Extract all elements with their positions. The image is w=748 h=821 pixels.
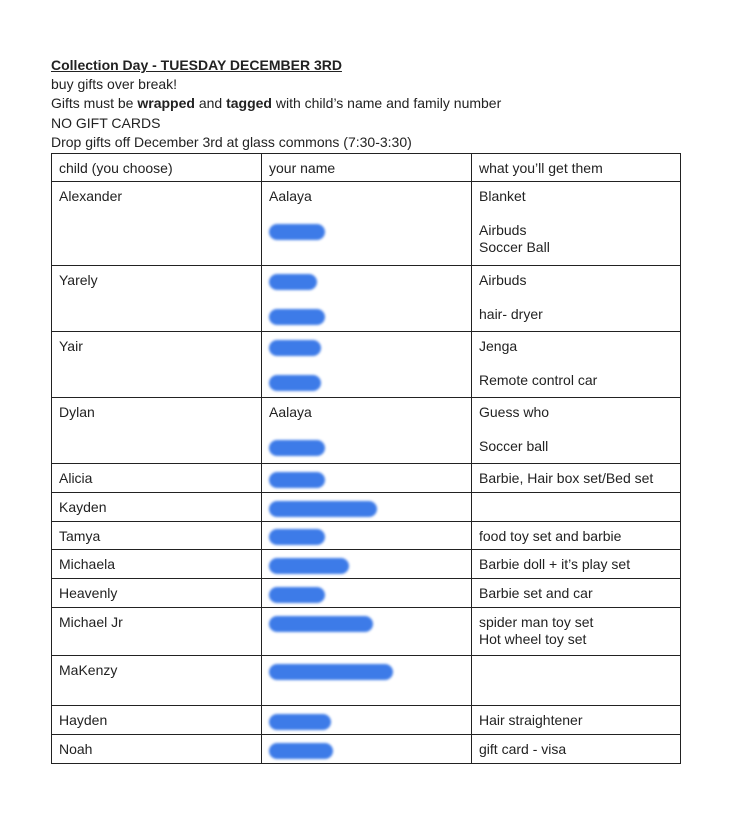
your-name-cell <box>262 734 472 763</box>
gift-item: Airbuds <box>479 272 527 289</box>
redacted-name-mark <box>269 440 325 456</box>
child-name-cell: Tamya <box>52 521 262 550</box>
table-header-row <box>52 154 681 182</box>
redacted-name-mark <box>269 587 325 603</box>
gift-spacer <box>479 289 673 306</box>
gift-item: Remote control car <box>479 372 598 389</box>
gift-item: Guess who <box>479 404 550 421</box>
table-row <box>52 734 681 763</box>
redacted-name-mark <box>269 224 325 240</box>
gift-item: spider man toy set <box>479 614 594 630</box>
document-title: Collection Day - TUESDAY DECEMBER 3RD <box>51 57 342 73</box>
instruction-line-4: Drop gifts off December 3rd at glass commons (7:30-3:30) <box>51 133 412 150</box>
redacted-name-mark <box>269 340 321 356</box>
gift-cell <box>472 734 681 763</box>
gift-item: Soccer ball <box>479 438 549 455</box>
child-name-cell: MaKenzy <box>52 656 262 706</box>
child-name-cell: Michaela <box>52 550 262 579</box>
child-name-cell: Alexander <box>52 182 262 266</box>
gift-item: Barbie, Hair box set/Bed set <box>479 470 654 487</box>
gift-cell <box>472 550 681 579</box>
child-name-cell: Hayden <box>52 706 262 735</box>
your-name-cell <box>262 464 472 493</box>
child-name-cell: Kayden <box>52 492 262 521</box>
your-name-cell <box>262 608 472 656</box>
redacted-name-mark <box>269 274 317 290</box>
gift-cell <box>472 492 681 521</box>
table-row <box>52 266 681 332</box>
instruction-line-1: buy gifts over break! <box>51 76 178 93</box>
your-name-cell <box>262 332 472 398</box>
redacted-name-mark <box>269 529 325 545</box>
redacted-name-mark <box>269 375 321 391</box>
gift-item: Barbie doll + it’s play set <box>479 556 631 573</box>
table-row <box>52 464 681 493</box>
gift-item: Barbie set and car <box>479 585 593 602</box>
column-header-child: child (you choose) <box>52 154 262 182</box>
gift-cell <box>472 182 681 266</box>
gift-item: Airbuds <box>479 222 527 239</box>
table-row <box>52 579 681 608</box>
child-name-cell: Michael Jr <box>52 608 262 656</box>
gift-cell <box>472 579 681 608</box>
table-row <box>52 182 681 266</box>
your-name-cell <box>262 550 472 579</box>
gift-item: food toy set and barbie <box>479 527 622 544</box>
gift-item: Blanket <box>479 188 526 205</box>
your-name-cell <box>262 706 472 735</box>
table-row <box>52 608 681 656</box>
your-name-cell <box>262 521 472 550</box>
gift-item: Soccer Ball <box>479 239 550 256</box>
your-name-cell <box>262 492 472 521</box>
table-row <box>52 398 681 464</box>
redacted-name-mark <box>269 501 377 517</box>
gift-cell <box>472 464 681 493</box>
redacted-name-mark <box>269 309 325 325</box>
redacted-name-mark <box>269 664 393 680</box>
gift-item: Hair straightener <box>479 712 583 728</box>
gift-item: Jenga <box>479 338 518 355</box>
child-name-cell: Yarely <box>52 266 262 332</box>
gift-spacer <box>479 205 673 222</box>
table-row <box>52 492 681 521</box>
column-header-gift: what you’ll get them <box>472 154 681 182</box>
redacted-name-mark <box>269 616 373 632</box>
table-row <box>52 521 681 550</box>
gift-item: gift card - visa <box>479 740 567 757</box>
gift-cell <box>472 332 681 398</box>
gift-signup-table <box>51 153 681 764</box>
redacted-name-mark <box>269 743 333 759</box>
your-name-cell <box>262 398 472 464</box>
gift-item: hair- dryer <box>479 306 543 323</box>
wrapped-emphasis: wrapped <box>137 95 195 112</box>
table-row <box>52 332 681 398</box>
instruction-line-2: Gifts must be wrapped and tagged with child’s name and family number <box>51 95 502 112</box>
redacted-name-mark <box>269 472 325 488</box>
document <box>51 56 691 764</box>
tagged-emphasis: tagged <box>226 95 272 112</box>
gift-cell <box>472 608 681 656</box>
table-row <box>52 550 681 579</box>
your-name-cell <box>262 182 472 266</box>
gift-cell <box>472 706 681 735</box>
gift-cell <box>472 398 681 464</box>
gift-item: Hot wheel toy set <box>479 631 587 647</box>
child-name-cell: Noah <box>52 734 262 763</box>
child-name-cell: Dylan <box>52 398 262 464</box>
gift-spacer <box>479 421 673 438</box>
gift-cell <box>472 266 681 332</box>
redacted-name-mark <box>269 714 331 730</box>
instruction-line-3: NO GIFT CARDS <box>51 114 161 131</box>
your-name-cell <box>262 656 472 706</box>
gift-cell <box>472 656 681 706</box>
volunteer-name: Aalaya <box>269 404 312 421</box>
child-name-cell: Heavenly <box>52 579 262 608</box>
redacted-name-mark <box>269 558 349 574</box>
volunteer-name: Aalaya <box>269 188 312 205</box>
column-header-your-name: your name <box>262 154 472 182</box>
table-row <box>52 706 681 735</box>
your-name-cell <box>262 579 472 608</box>
child-name-cell: Yair <box>52 332 262 398</box>
child-name-cell: Alicia <box>52 464 262 493</box>
table-row <box>52 656 681 706</box>
gift-spacer <box>479 355 673 372</box>
your-name-cell <box>262 266 472 332</box>
gift-cell <box>472 521 681 550</box>
